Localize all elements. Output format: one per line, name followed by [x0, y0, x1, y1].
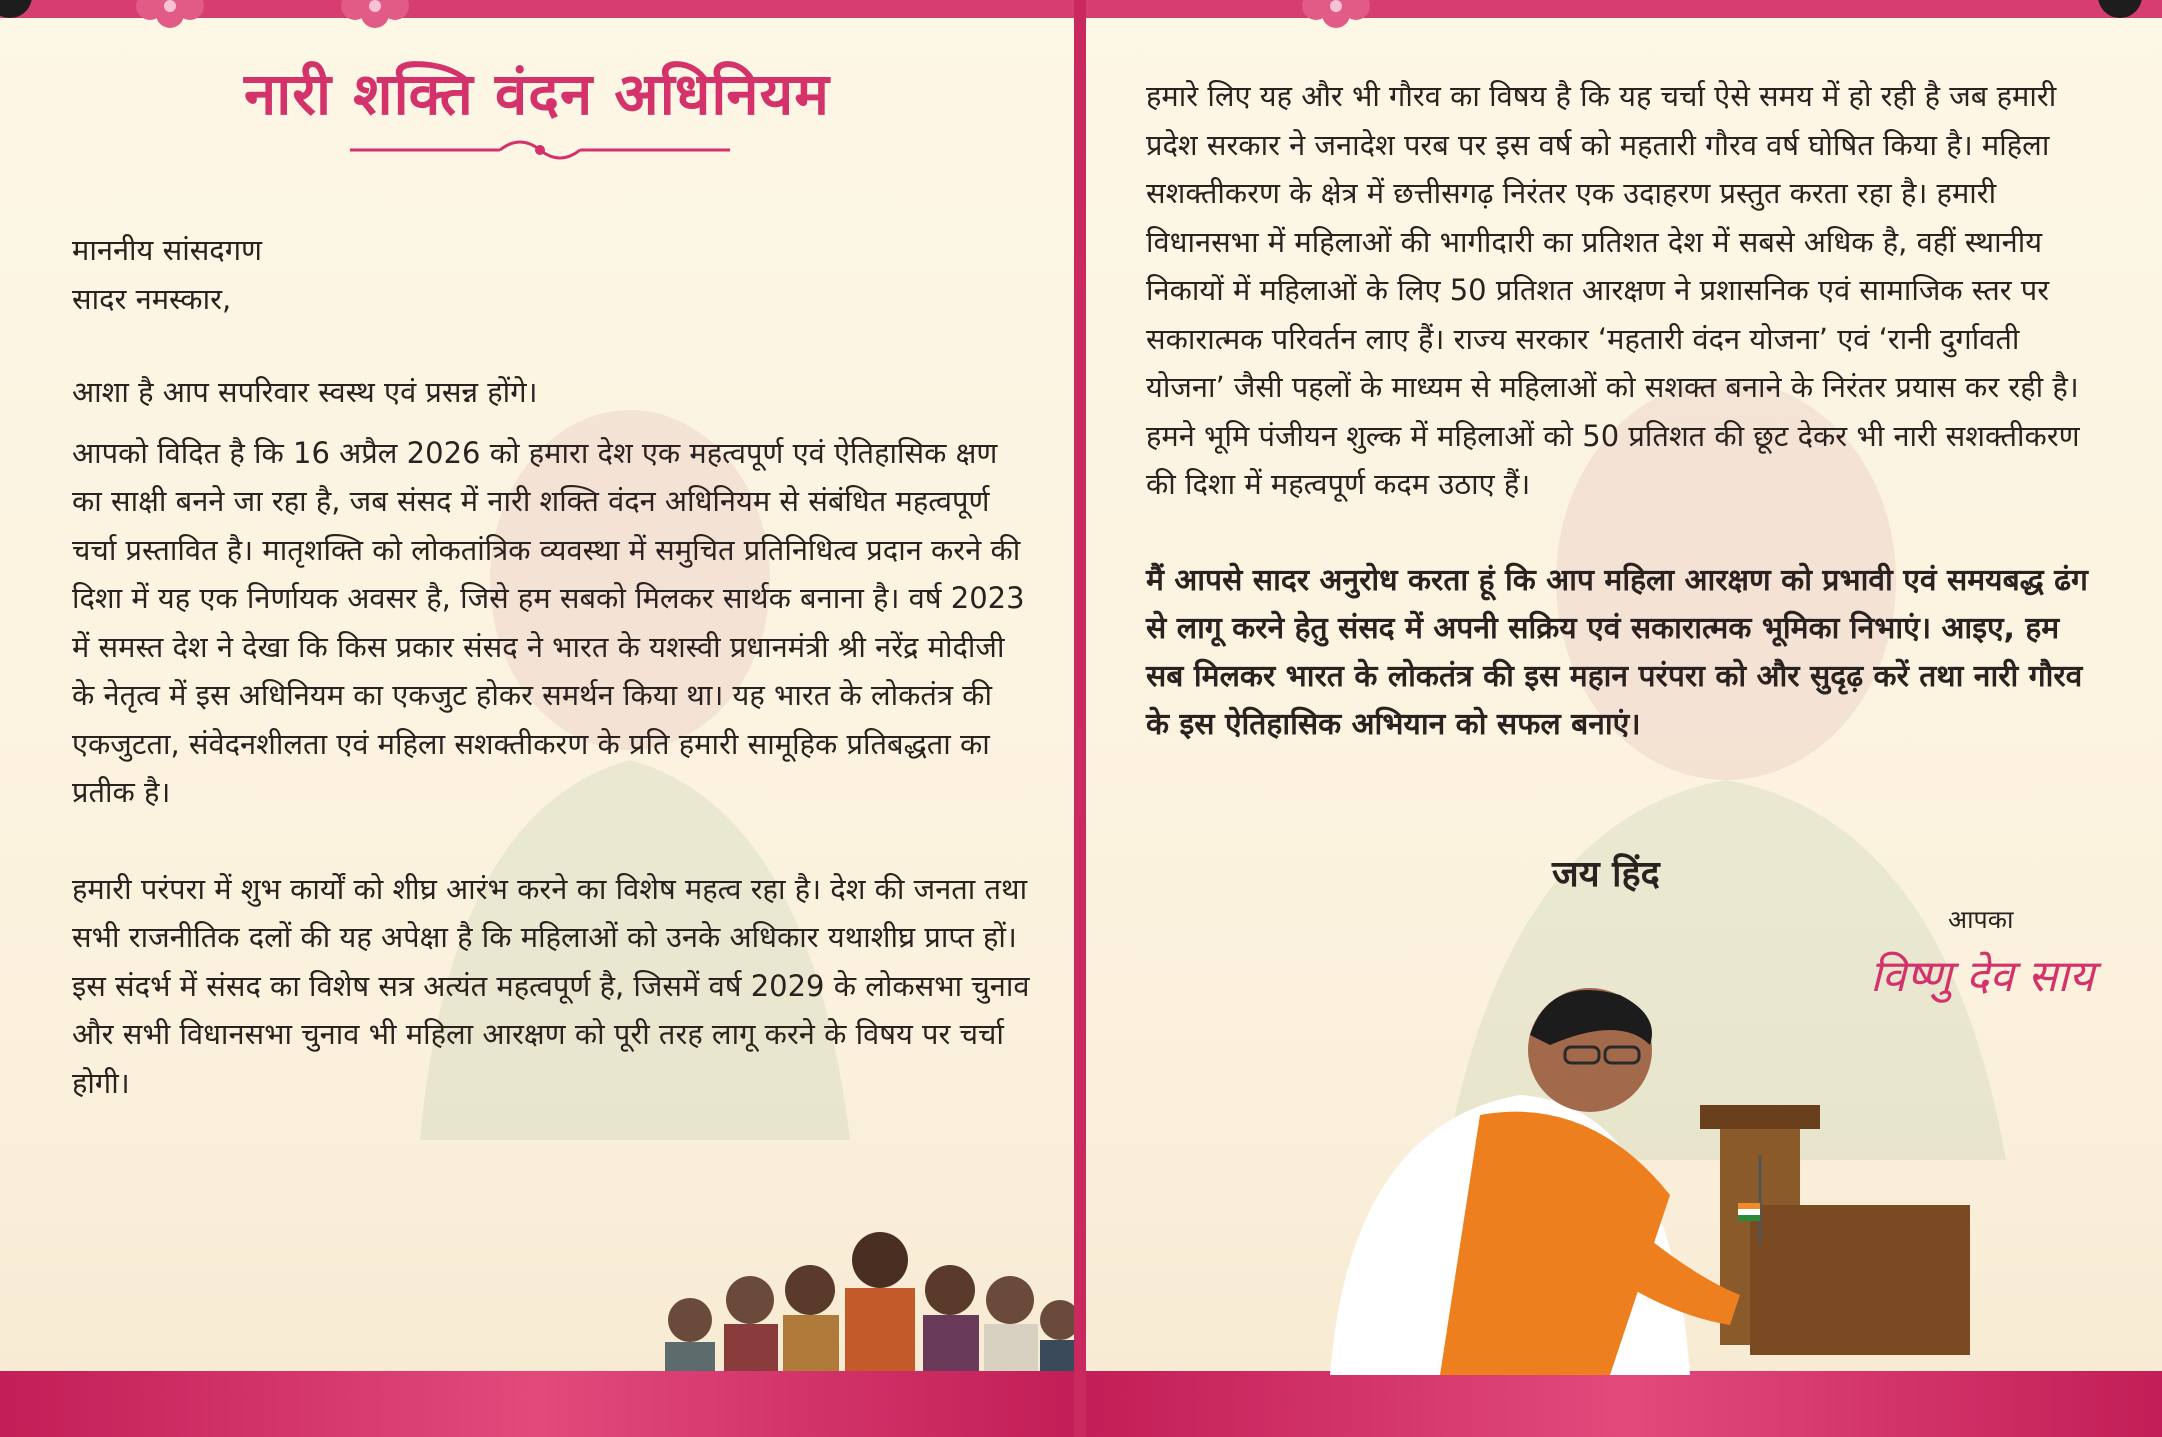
request-paragraph: मैं आपसे सादर अनुरोध करता हूं कि आप महिला आरक्षण को प्रभावी एवं समयबद्ध ढंग से लागू करने हेतु संसद में अपनी सक्रिय एवं सकारात्मक भूमिका निभाएं। आइए, हम सब मिलकर भारत के लोकतंत्र की इस महान परंपरा को और सुदृढ़ करें तथा नारी गौरव के इस ऐतिहासिक अभियान को सफल बनाएं। — [1146, 562, 2088, 742]
paragraph: हमारे लिए यह और भी गौरव का विषय है कि यह चर्चा ऐसे समय में हो रही है जब हमारी प्रदेश सरकार ने जनादेश परब पर इस वर्ष को महतारी गौरव वर्ष घोषित किया है। महिला सशक्तीकरण के क्षेत्र में छत्तीसगढ़ निरंतर एक उदाहरण प्रस्तुत करता रहा है। हमारी विधानसभा में महिलाओं की भागीदारी का प्रतिशत देश में सबसे अधिक है, वहीं स्थानीय निकायों में महिलाओं के लिए 50 प्रतिशत आरक्षण ने प्रशासनिक एवं सामाजिक स्तर पर सकारात्मक परिवर्तन लाए हैं। राज्य सरकार ‘महतारी वंदन योजना’ एवं ‘रानी दुर्गावती योजना’ जैसी पहलों के माध्यम से महिलाओं को सशक्त बनाने के निरंतर प्रयास कर रही है। हमने भूमि पंजीयन शुल्क में महिलाओं को 50 प्रतिशत की छूट देकर भी नारी सशक्तीकरण की दिशा में महत्वपूर्ण कदम उठाए हैं। — [1146, 79, 2080, 501]
corner-dot — [2090, 0, 2162, 20]
page-title: नारी शक्ति वंदन अधिनियम — [244, 60, 830, 128]
flower-decoration-icon — [1286, 0, 1386, 36]
top-border — [1086, 0, 2162, 18]
flower-decoration-icon — [120, 0, 220, 36]
paragraph: हमारी परंपरा में शुभ कार्यों को शीघ्र आरंभ करने का विशेष महत्व रहा है। देश की जनता तथा सभी राजनीतिक दलों की यह अपेक्षा है कि महिलाओं को उनके अधिकार यथाशीघ्र प्राप्त हों। इस संदर्भ में संसद का विशेष सत्र अत्यंत महत्वपूर्ण है, जिसमें वर्ष 2029 के लोकसभा चुनाव और सभी विधानसभा चुनाव भी महिला आरक्षण को पूरी तरह लागू करने के विषय पर चर्चा होगी। — [72, 871, 1030, 1100]
greeting-line: सादर नमस्कार, — [72, 281, 232, 316]
bottom-border — [0, 1371, 1074, 1437]
left-page — [0, 0, 1074, 1437]
paragraph: आशा है आप सपरिवार स्वस्थ एवं प्रसन्न होंगे। — [72, 375, 538, 409]
left-body-text — [72, 368, 1032, 1155]
sign-off-label: आपका — [1948, 905, 2014, 934]
paragraph: आपको विदित है कि 16 अप्रैल 2026 को हमारा देश एक महत्वपूर्ण एवं ऐतिहासिक क्षण का साक्षी बनने जा रहा है, जब संसद में नारी शक्ति वंदन अधिनियम से संबंधित महत्वपूर्ण चर्चा प्रस्तावित है। मातृशक्ति को लोकतांत्रिक व्यवस्था में समुचित प्रतिनिधित्व प्रदान करने की दिशा में यह एक निर्णायक अवसर है, जिसे हम सबको मिलकर सार्थक बनाना है। वर्ष 2023 में समस्त देश ने देखा कि किस प्रकार संसद ने भारत के यशस्वी प्रधानमंत्री श्री नरेंद्र मोदीजी के नेतृत्व में इस अधिनियम का एकजुट होकर समर्थन किया था। यह भारत के लोकतंत्र की एकजुटता, संवेदनशीलता एवं महिला सशक्तीकरण के प्रति हमारी सामूहिक प्रतिबद्धता का प्रतीक है। — [72, 435, 1025, 809]
title-underline-ornament — [350, 132, 730, 168]
salutation — [72, 226, 1042, 323]
flower-decoration-icon — [325, 0, 425, 36]
page-gutter — [1074, 0, 1086, 1437]
signature-name: विष्णु देव साय — [1870, 951, 2095, 1002]
closing-salutation: जय हिंद — [1552, 854, 1660, 895]
signatory-portrait — [1290, 975, 1990, 1375]
salutation-line: माननीय सांसदगण — [72, 233, 263, 267]
right-body-text — [1146, 72, 2106, 749]
corner-dot — [0, 0, 50, 20]
bottom-border — [1086, 1371, 2162, 1437]
